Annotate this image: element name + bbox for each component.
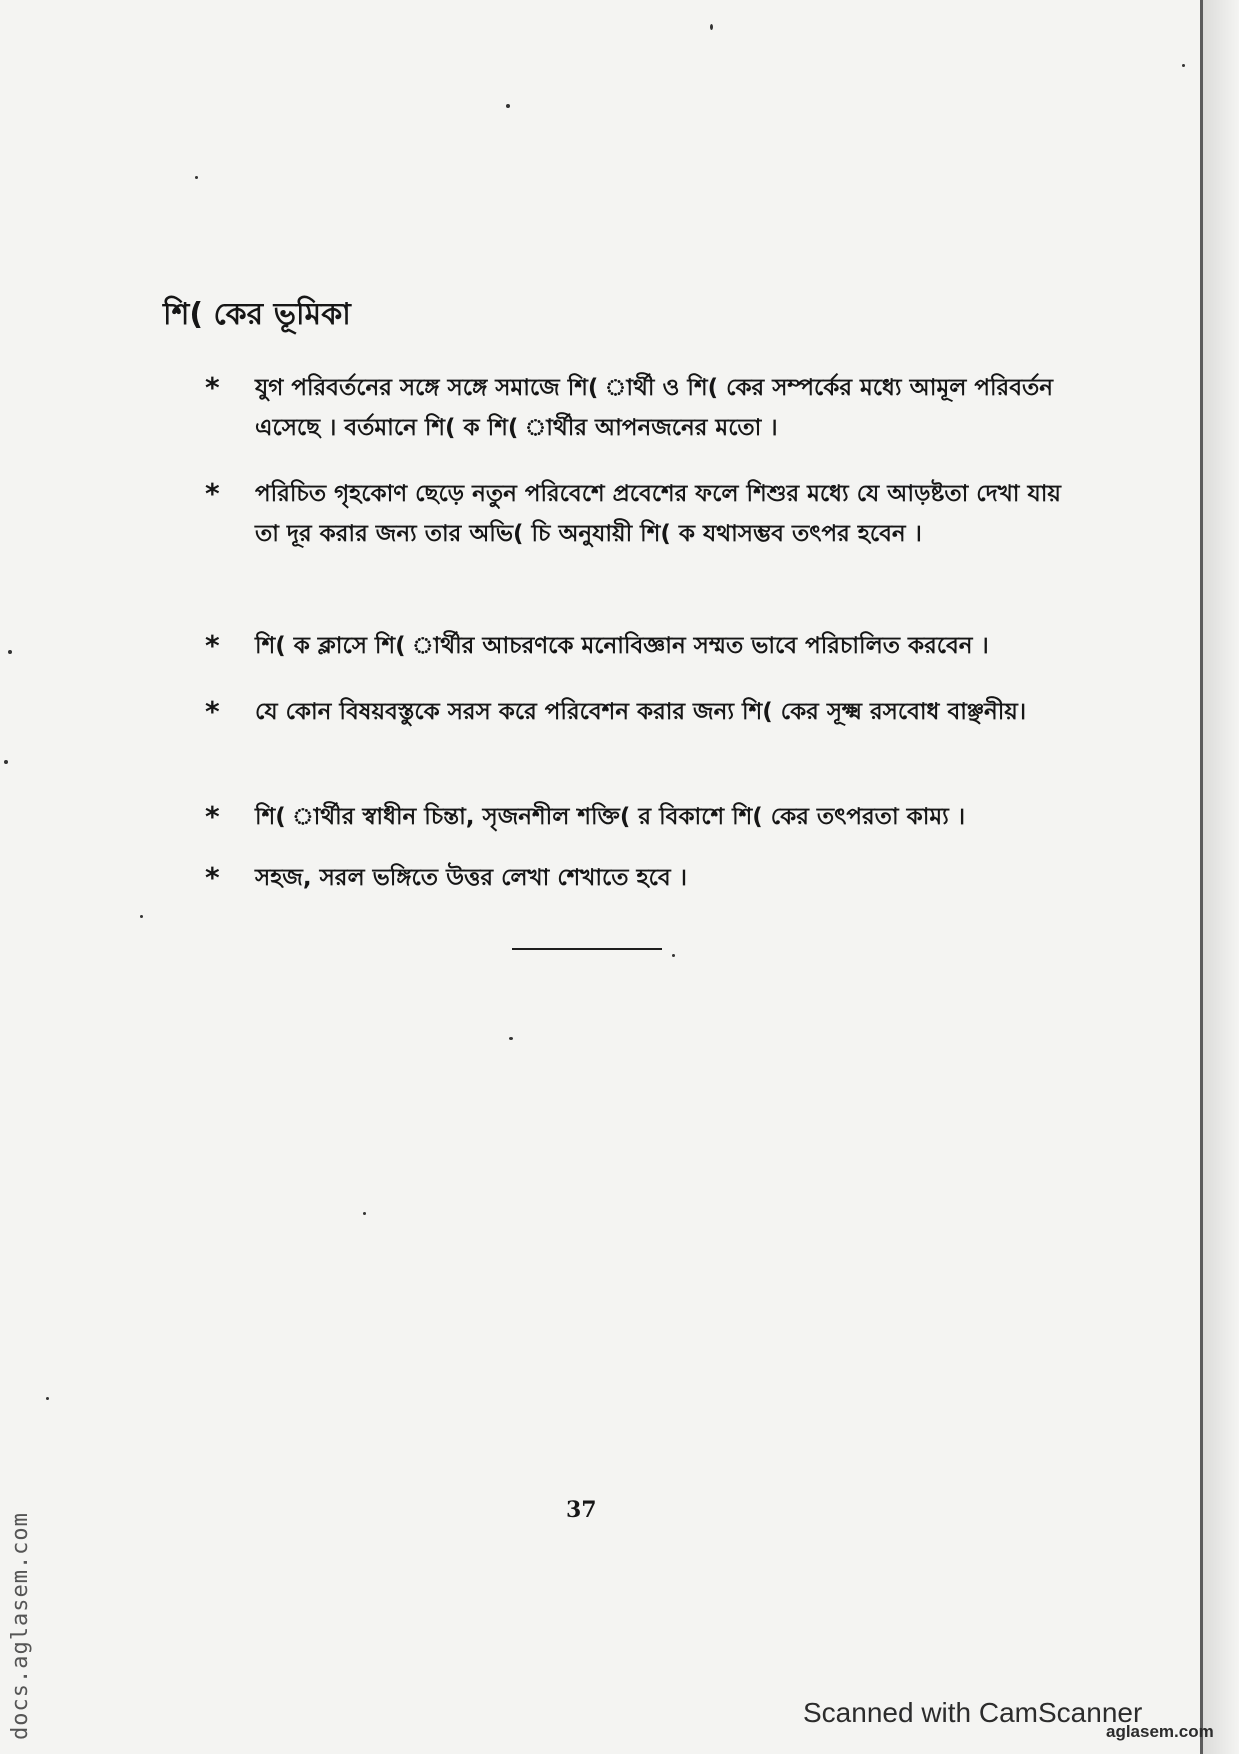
scan-speck: [195, 176, 198, 179]
scan-speck: [1182, 64, 1185, 67]
scan-speck: [710, 24, 713, 30]
scan-speck: [672, 954, 675, 957]
list-item: [205, 858, 1085, 898]
site-watermark: aglasem.com: [1106, 1722, 1214, 1741]
list-item: [205, 626, 1085, 666]
list-item-text: শি( ার্থীর স্বাধীন চিন্তা, সৃজনশীল শক্তি( র বিকাশে শি( কের তৎপরতা কাম্য ।: [255, 804, 966, 830]
scan-speck: [506, 104, 510, 108]
scan-speck: [8, 650, 12, 654]
list-item: [205, 368, 1085, 448]
section-end-rule: [512, 948, 662, 950]
bullet-marker: *: [205, 800, 220, 833]
page-number: 37: [566, 1497, 597, 1523]
bullet-marker: *: [205, 861, 220, 894]
scan-speck: [140, 915, 143, 918]
list-item-text: যে কোন বিষয়বস্তুকে সরস করে পরিবেশন করার জন্য শি( কের সূক্ষ্ম রসবোধ বাঞ্ছনীয়।: [255, 699, 1027, 725]
scan-speck: [4, 760, 8, 764]
scan-speck: [46, 1397, 49, 1400]
page-edge-shadow: [1203, 0, 1239, 1754]
list-item-text: সহজ, সরল ভঙ্গিতে উত্তর লেখা শেখাতে হবে ।: [255, 865, 687, 891]
list-item-text: শি( ক ক্লাসে শি( ার্থীর আচরণকে মনোবিজ্ঞান সম্মত ভাবে পরিচালিত করবেন ।: [255, 633, 989, 659]
list-item-text: পরিচিত গৃহকোণ ছেড়ে নতুন পরিবেশে প্রবেশের ফলে শিশুর মধ্যে যে আড়ষ্টতা দেখা যায় তা দূর করার জন্য তার অভি( চি অনুযায়ী শি( ক যথাসম্ভব তৎপর হবেন ।: [255, 481, 1061, 547]
bullet-marker: *: [205, 629, 220, 662]
scan-speck: [363, 1212, 366, 1215]
bullet-marker: *: [205, 477, 220, 510]
bullet-marker: *: [205, 371, 220, 404]
page-heading: শি( কের ভূমিকা: [163, 297, 351, 332]
list-item: [205, 474, 1085, 554]
list-item: [205, 797, 1085, 837]
list-item-text: যুগ পরিবর্তনের সঙ্গে সঙ্গে সমাজে শি( ার্থী ও শি( কের সম্পর্কের মধ্যে আমূল পরিবর্তন এসেছে । বর্তমানে শি( ক শি( ার্থীর আপনজনের মতো ।: [255, 375, 1053, 441]
scanner-watermark: Scanned with CamScanner: [803, 1697, 1143, 1728]
bullet-marker: *: [205, 695, 220, 728]
list-item: [205, 692, 1085, 732]
side-watermark: docs.aglasem.com: [8, 1512, 33, 1740]
scan-speck: [509, 1037, 513, 1040]
